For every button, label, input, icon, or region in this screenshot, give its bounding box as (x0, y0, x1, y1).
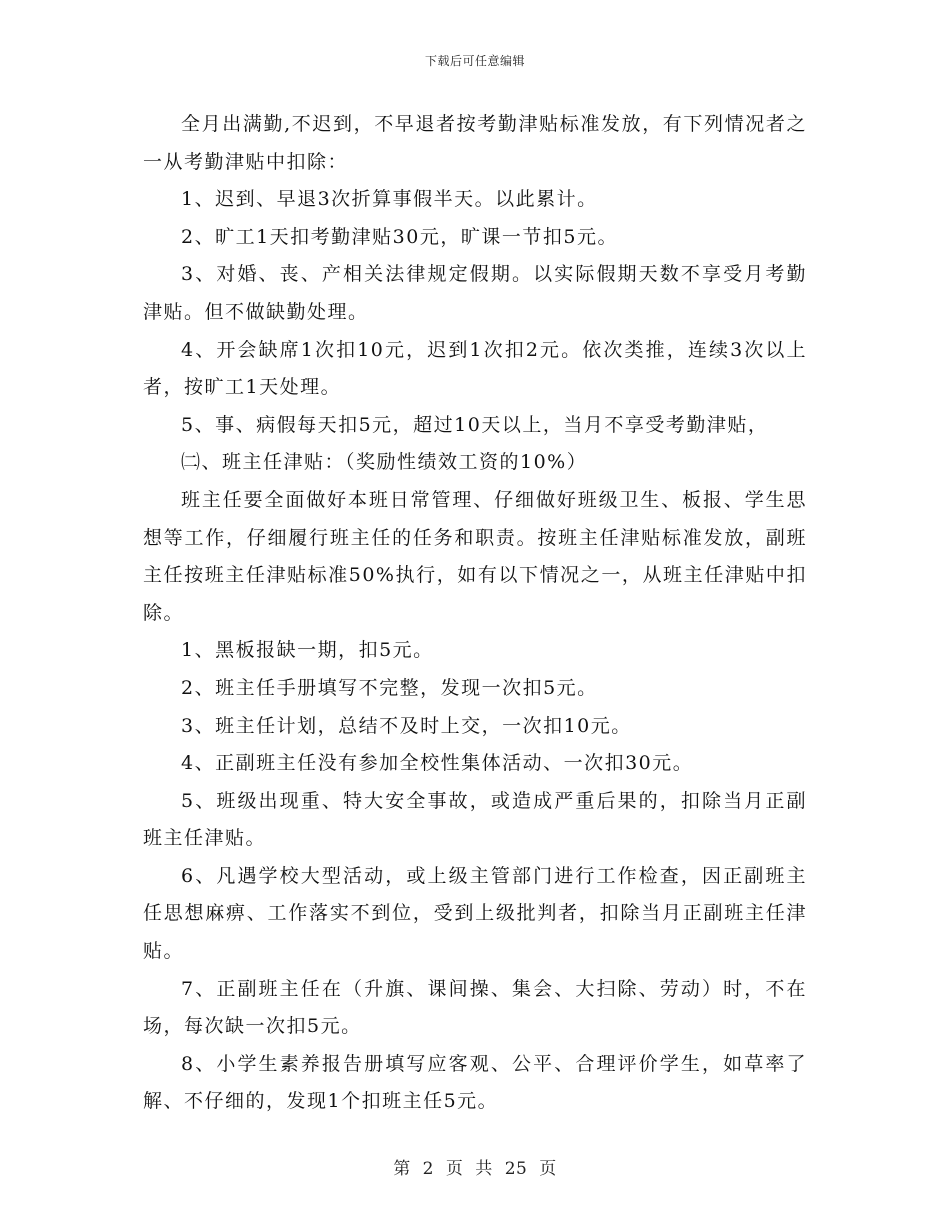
paragraph-head-teacher-intro: 班主任要全面做好本班日常管理、仔细做好班级卫生、板报、学生思想等工作，仔细履行班主任的任务和职责。按班主任津贴标准发放，副班主任按班主任津贴标准50%执行，如有以下情况之一，从班主任津贴中扣除。 (143, 488, 807, 624)
page-number: 第 2 页 共 25 页 (393, 1159, 557, 1179)
page-header: 下载后可任意编辑 (424, 54, 525, 68)
paragraph-ht-item-7: 7、正副班主任在（升旗、课间操、集会、大扫除、劳动）时，不在场，每次缺一次扣5元。 (143, 977, 807, 1038)
paragraph-item-2: 2、旷工1天扣考勤津贴30元，旷课一节扣5元。 (181, 225, 618, 248)
paragraph-ht-item-3: 3、班主任计划，总结不及时上交，一次扣10元。 (181, 714, 632, 737)
paragraph-ht-item-5: 5、班级出现重、特大安全事故，或造成严重后果的，扣除当月正副班主任津贴。 (143, 789, 807, 850)
paragraph-ht-item-8: 8、小学生素养报告册填写应客观、公平、合理评价学生，如草率了解、不仔细的，发现1个扣班主任5元。 (143, 1052, 807, 1113)
paragraph-ht-item-2: 2、班主任手册填写不完整，发现一次扣5元。 (181, 676, 598, 699)
paragraph-ht-item-1: 1、黑板报缺一期，扣5元。 (181, 639, 434, 662)
paragraph-ht-item-4: 4、正副班主任没有参加全校性集体活动、一次扣30元。 (181, 752, 694, 775)
section-heading-head-teacher-allowance: ㈡、班主任津贴：（奖励性绩效工资的10%） (181, 451, 588, 474)
paragraph-attendance-intro: 全月出满勤,不迟到，不早退者按考勤津贴标准发放，有下列情况者之一从考勤津贴中扣除： (143, 113, 807, 173)
paragraph-ht-item-6: 6、凡遇学校大型活动，或上级主管部门进行工作检查，因正副班主任思想麻痹、工作落实不到位，受到上级批判者，扣除当月正副班主任津贴。 (143, 864, 807, 963)
paragraph-item-4: 4、开会缺席1次扣10元，迟到1次扣2元。依次类推，连续3次以上者，按旷工1天处理。 (143, 338, 807, 399)
paragraph-item-3: 3、对婚、丧、产相关法律规定假期。以实际假期天数不享受月考勤津贴。但不做缺勤处理。 (143, 263, 807, 323)
paragraph-item-5: 5、事、病假每天扣5元，超过10天以上，当月不享受考勤津贴， (181, 413, 769, 436)
document-body (143, 106, 807, 1121)
paragraph-item-1: 1、迟到、早退3次折算事假半天。以此累计。 (181, 188, 598, 211)
